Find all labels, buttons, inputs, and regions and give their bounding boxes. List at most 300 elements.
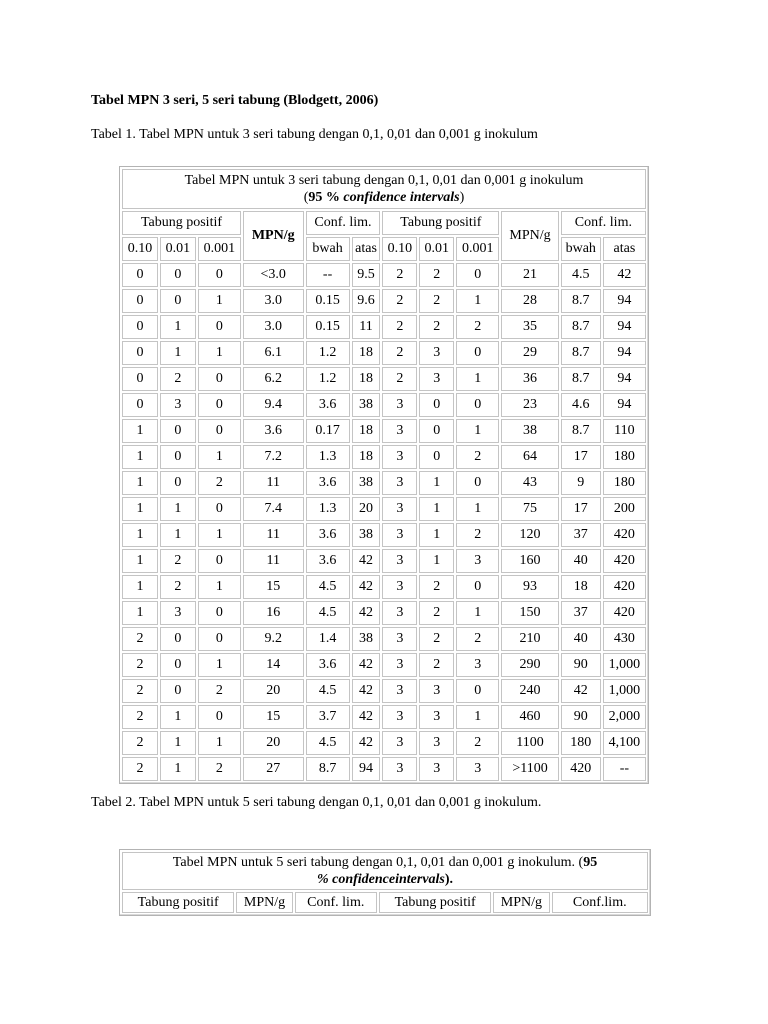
cell-tube-0-01: 2 — [160, 575, 196, 599]
table1-header-row-1 — [122, 211, 646, 235]
cell-mpn: 3.6 — [243, 419, 304, 443]
cell-tube-0-10-right: 3 — [382, 601, 417, 625]
table1-title-line1: Tabel MPN untuk 3 seri tabung dengan 0,1, 0,01 dan 0,001 g inokulum — [184, 173, 584, 188]
cell-tube-0-001: 0 — [198, 705, 241, 729]
cell-mpn-right: 120 — [501, 523, 558, 547]
header-tabung-positif-left: Tabung positif — [122, 211, 241, 235]
mpn-5-tube-table — [119, 849, 651, 916]
cell-mpn: 27 — [243, 757, 304, 781]
cell-tube-0-10-right: 3 — [382, 575, 417, 599]
cell-conf-lower-right: 90 — [561, 705, 601, 729]
cell-mpn: 3.0 — [243, 289, 304, 313]
cell-tube-0-01: 0 — [160, 263, 196, 287]
cell-tube-0-01-right: 1 — [419, 523, 454, 547]
table-row — [122, 341, 646, 365]
table-row — [122, 627, 646, 651]
cell-mpn-right: 35 — [501, 315, 558, 339]
cell-mpn-right: 36 — [501, 367, 558, 391]
cell-tube-0-10-right: 3 — [382, 497, 417, 521]
cell-tube-0-001-right: 1 — [456, 419, 499, 443]
cell-tube-0-10: 2 — [122, 679, 158, 703]
cell-conf-upper-right: 1,000 — [603, 653, 646, 677]
cell-tube-0-01-right: 0 — [419, 445, 454, 469]
cell-conf-upper: 42 — [352, 653, 381, 677]
cell-conf-lower: 0.15 — [306, 289, 350, 313]
cell-tube-0-01: 1 — [160, 757, 196, 781]
cell-tube-0-01: 0 — [160, 419, 196, 443]
table-row — [122, 497, 646, 521]
cell-tube-0-01: 1 — [160, 315, 196, 339]
table2-title-row — [122, 852, 648, 890]
cell-mpn-right: 64 — [501, 445, 558, 469]
cell-tube-0-01-right: 3 — [419, 367, 454, 391]
cell-tube-0-01-right: 2 — [419, 263, 454, 287]
table1-title-row — [122, 169, 646, 209]
cell-tube-0-001-right: 1 — [456, 601, 499, 625]
cell-conf-upper-right: 2,000 — [603, 705, 646, 729]
cell-mpn: 6.2 — [243, 367, 304, 391]
cell-mpn: 14 — [243, 653, 304, 677]
cell-conf-lower: 0.15 — [306, 315, 350, 339]
cell-conf-upper: 94 — [352, 757, 381, 781]
cell-conf-upper-right: 420 — [603, 549, 646, 573]
cell-conf-upper-right: 420 — [603, 601, 646, 625]
cell-conf-upper: 18 — [352, 419, 381, 443]
cell-conf-lower-right: 42 — [561, 679, 601, 703]
t2-header-conf-lim-right: Conf.lim. — [552, 892, 648, 913]
cell-tube-0-001-right: 0 — [456, 263, 499, 287]
cell-conf-upper-right: 180 — [603, 471, 646, 495]
table-row — [122, 393, 646, 417]
cell-conf-lower-right: 8.7 — [561, 315, 601, 339]
cell-tube-0-01: 3 — [160, 393, 196, 417]
cell-tube-0-01: 0 — [160, 627, 196, 651]
cell-tube-0-10-right: 3 — [382, 679, 417, 703]
header-atas-right: atas — [603, 237, 646, 261]
table1-caption: Tabel 1. Tabel MPN untuk 3 seri tabung dengan 0,1, 0,01 dan 0,001 g inokulum — [91, 127, 538, 142]
cell-conf-lower: 3.6 — [306, 549, 350, 573]
cell-tube-0-001: 0 — [198, 315, 241, 339]
cell-conf-lower-right: 17 — [561, 497, 601, 521]
mpn-3-tube-table — [119, 166, 649, 784]
cell-conf-lower: 3.7 — [306, 705, 350, 729]
cell-tube-0-10: 0 — [122, 393, 158, 417]
cell-tube-0-10-right: 2 — [382, 367, 417, 391]
cell-conf-upper-right: 1,000 — [603, 679, 646, 703]
table1-header-row-2 — [122, 237, 646, 261]
cell-mpn-right: 150 — [501, 601, 558, 625]
cell-conf-upper-right: 94 — [603, 367, 646, 391]
cell-tube-0-001: 0 — [198, 497, 241, 521]
cell-tube-0-001: 0 — [198, 393, 241, 417]
table-row — [122, 601, 646, 625]
header-col-0-001-right: 0.001 — [456, 237, 499, 261]
cell-conf-upper: 42 — [352, 601, 381, 625]
cell-tube-0-01: 0 — [160, 653, 196, 677]
cell-tube-0-01: 1 — [160, 341, 196, 365]
header-mpn-left: MPN/g — [243, 211, 304, 261]
cell-mpn: 11 — [243, 471, 304, 495]
cell-mpn: 7.4 — [243, 497, 304, 521]
cell-tube-0-01-right: 1 — [419, 497, 454, 521]
table-row — [122, 575, 646, 599]
t2-header-conf-lim-left: Conf. lim. — [295, 892, 377, 913]
cell-tube-0-01-right: 1 — [419, 549, 454, 573]
cell-conf-lower-right: 37 — [561, 523, 601, 547]
cell-mpn-right: 93 — [501, 575, 558, 599]
cell-mpn: 20 — [243, 679, 304, 703]
cell-conf-upper: 18 — [352, 445, 381, 469]
cell-tube-0-01: 1 — [160, 523, 196, 547]
cell-tube-0-01: 2 — [160, 549, 196, 573]
cell-tube-0-001-right: 2 — [456, 731, 499, 755]
table-row — [122, 679, 646, 703]
cell-mpn-right: 460 — [501, 705, 558, 729]
header-conf-lim-right: Conf. lim. — [561, 211, 646, 235]
cell-tube-0-001: 2 — [198, 757, 241, 781]
table-row — [122, 445, 646, 469]
cell-tube-0-001-right: 0 — [456, 341, 499, 365]
cell-conf-lower-right: 40 — [561, 627, 601, 651]
cell-tube-0-10: 1 — [122, 497, 158, 521]
table2-title-confidence: % confidenceintervals — [316, 872, 445, 887]
cell-mpn-right: 29 — [501, 341, 558, 365]
cell-conf-upper-right: 420 — [603, 523, 646, 547]
cell-conf-upper-right: 42 — [603, 263, 646, 287]
cell-conf-lower-right: 40 — [561, 549, 601, 573]
cell-mpn: 11 — [243, 523, 304, 547]
cell-conf-upper: 18 — [352, 341, 381, 365]
cell-tube-0-01: 3 — [160, 601, 196, 625]
cell-conf-lower: 8.7 — [306, 757, 350, 781]
cell-tube-0-001: 0 — [198, 627, 241, 651]
cell-mpn-right: 1100 — [501, 731, 558, 755]
cell-tube-0-01-right: 2 — [419, 289, 454, 313]
cell-conf-upper: 38 — [352, 393, 381, 417]
header-col-0-001: 0.001 — [198, 237, 241, 261]
cell-tube-0-01: 1 — [160, 731, 196, 755]
cell-conf-lower-right: 4.5 — [561, 263, 601, 287]
table2-title — [122, 852, 648, 890]
cell-tube-0-001: 1 — [198, 445, 241, 469]
cell-tube-0-10: 2 — [122, 653, 158, 677]
cell-mpn: 16 — [243, 601, 304, 625]
header-col-0-01: 0.01 — [160, 237, 196, 261]
cell-tube-0-001-right: 2 — [456, 315, 499, 339]
table-row — [122, 705, 646, 729]
cell-conf-lower-right: 420 — [561, 757, 601, 781]
cell-conf-upper-right: 94 — [603, 289, 646, 313]
cell-mpn: 7.2 — [243, 445, 304, 469]
cell-tube-0-10-right: 3 — [382, 445, 417, 469]
cell-tube-0-01-right: 3 — [419, 757, 454, 781]
cell-tube-0-001-right: 0 — [456, 471, 499, 495]
cell-mpn: 6.1 — [243, 341, 304, 365]
cell-tube-0-10: 0 — [122, 289, 158, 313]
header-mpn-right: MPN/g — [501, 211, 558, 261]
cell-tube-0-001-right: 1 — [456, 705, 499, 729]
t2-header-mpn-left: MPN/g — [236, 892, 292, 913]
cell-conf-upper-right: 94 — [603, 393, 646, 417]
cell-mpn: 15 — [243, 705, 304, 729]
table1-title-confidence: confidence intervals — [343, 190, 460, 205]
cell-conf-upper: 20 — [352, 497, 381, 521]
cell-tube-0-10: 1 — [122, 601, 158, 625]
cell-tube-0-10-right: 3 — [382, 419, 417, 443]
cell-tube-0-01: 1 — [160, 705, 196, 729]
cell-conf-upper: 42 — [352, 679, 381, 703]
table-row — [122, 471, 646, 495]
cell-tube-0-10: 1 — [122, 523, 158, 547]
cell-tube-0-001: 1 — [198, 523, 241, 547]
cell-tube-0-10: 2 — [122, 705, 158, 729]
cell-tube-0-01-right: 1 — [419, 471, 454, 495]
cell-tube-0-10-right: 3 — [382, 705, 417, 729]
cell-conf-upper: 9.6 — [352, 289, 381, 313]
cell-tube-0-001-right: 2 — [456, 445, 499, 469]
cell-tube-0-01: 1 — [160, 497, 196, 521]
cell-tube-0-10: 1 — [122, 575, 158, 599]
cell-tube-0-10: 0 — [122, 263, 158, 287]
cell-conf-lower: 1.4 — [306, 627, 350, 651]
cell-tube-0-10-right: 3 — [382, 523, 417, 547]
cell-tube-0-01-right: 2 — [419, 653, 454, 677]
cell-conf-upper: 42 — [352, 705, 381, 729]
cell-conf-upper-right: 420 — [603, 575, 646, 599]
table-row — [122, 419, 646, 443]
cell-conf-lower-right: 8.7 — [561, 419, 601, 443]
t2-header-mpn-right: MPN/g — [493, 892, 549, 913]
cell-conf-upper: 18 — [352, 367, 381, 391]
cell-conf-lower-right: 9 — [561, 471, 601, 495]
cell-conf-upper: 42 — [352, 575, 381, 599]
cell-tube-0-001: 1 — [198, 575, 241, 599]
header-bwah: bwah — [306, 237, 350, 261]
document-heading: Tabel MPN 3 seri, 5 seri tabung (Blodgett, 2006) — [91, 93, 379, 108]
table-row — [122, 549, 646, 573]
cell-mpn: 15 — [243, 575, 304, 599]
t2-header-tabung-positif-left: Tabung positif — [122, 892, 234, 913]
cell-tube-0-01-right: 2 — [419, 575, 454, 599]
cell-tube-0-001: 2 — [198, 471, 241, 495]
table2-title-close: ). — [444, 872, 454, 887]
cell-conf-upper: 38 — [352, 523, 381, 547]
cell-conf-lower: 1.2 — [306, 367, 350, 391]
cell-mpn-right: 38 — [501, 419, 558, 443]
table2-caption: Tabel 2. Tabel MPN untuk 5 seri tabung dengan 0,1, 0,01 dan 0,001 g inokulum. — [91, 795, 542, 810]
cell-mpn-right: 240 — [501, 679, 558, 703]
cell-conf-lower-right: 8.7 — [561, 289, 601, 313]
cell-tube-0-001: 0 — [198, 419, 241, 443]
cell-tube-0-10-right: 3 — [382, 471, 417, 495]
cell-tube-0-01-right: 3 — [419, 341, 454, 365]
cell-mpn: 9.4 — [243, 393, 304, 417]
cell-tube-0-01-right: 2 — [419, 601, 454, 625]
cell-conf-lower-right: 37 — [561, 601, 601, 625]
table2-title-bold: 95 — [583, 855, 598, 870]
cell-tube-0-10: 2 — [122, 757, 158, 781]
cell-tube-0-01: 0 — [160, 289, 196, 313]
cell-tube-0-01-right: 2 — [419, 315, 454, 339]
cell-mpn-right: 160 — [501, 549, 558, 573]
cell-tube-0-01: 2 — [160, 367, 196, 391]
cell-tube-0-001-right: 1 — [456, 497, 499, 521]
header-conf-lim-left: Conf. lim. — [306, 211, 381, 235]
cell-tube-0-10: 0 — [122, 341, 158, 365]
cell-conf-upper-right: 110 — [603, 419, 646, 443]
cell-mpn-right: 290 — [501, 653, 558, 677]
header-col-0-10: 0.10 — [122, 237, 158, 261]
cell-tube-0-01-right: 3 — [419, 731, 454, 755]
cell-tube-0-001-right: 0 — [456, 679, 499, 703]
cell-mpn: 9.2 — [243, 627, 304, 651]
cell-conf-lower-right: 90 — [561, 653, 601, 677]
cell-mpn-right: >1100 — [501, 757, 558, 781]
table-row — [122, 731, 646, 755]
cell-tube-0-01: 0 — [160, 679, 196, 703]
cell-conf-lower: 1.3 — [306, 497, 350, 521]
table-row — [122, 315, 646, 339]
cell-tube-0-001: 0 — [198, 549, 241, 573]
cell-mpn-right: 210 — [501, 627, 558, 651]
cell-conf-lower-right: 4.6 — [561, 393, 601, 417]
cell-conf-lower-right: 8.7 — [561, 367, 601, 391]
cell-mpn-right: 23 — [501, 393, 558, 417]
table-row — [122, 653, 646, 677]
cell-conf-upper-right: 4,100 — [603, 731, 646, 755]
cell-tube-0-001: 0 — [198, 367, 241, 391]
cell-mpn-right: 43 — [501, 471, 558, 495]
cell-tube-0-10-right: 2 — [382, 263, 417, 287]
cell-conf-upper: 38 — [352, 471, 381, 495]
cell-conf-upper-right: 94 — [603, 315, 646, 339]
cell-conf-upper: 42 — [352, 731, 381, 755]
cell-mpn: 20 — [243, 731, 304, 755]
cell-conf-lower-right: 17 — [561, 445, 601, 469]
cell-conf-upper-right: 180 — [603, 445, 646, 469]
cell-conf-upper: 42 — [352, 549, 381, 573]
table1-title — [122, 169, 646, 209]
cell-tube-0-01-right: 3 — [419, 679, 454, 703]
cell-tube-0-001: 1 — [198, 341, 241, 365]
header-col-0-01-right: 0.01 — [419, 237, 454, 261]
cell-tube-0-001: 1 — [198, 731, 241, 755]
cell-conf-upper-right: 94 — [603, 341, 646, 365]
cell-tube-0-001-right: 1 — [456, 367, 499, 391]
table1-title-close: ) — [459, 190, 465, 205]
cell-conf-lower: 3.6 — [306, 471, 350, 495]
cell-tube-0-01-right: 0 — [419, 393, 454, 417]
cell-mpn: 11 — [243, 549, 304, 573]
cell-mpn: <3.0 — [243, 263, 304, 287]
cell-conf-lower: 3.6 — [306, 393, 350, 417]
table2-header-row — [122, 892, 648, 913]
cell-tube-0-10: 2 — [122, 731, 158, 755]
cell-conf-lower: 4.5 — [306, 601, 350, 625]
cell-tube-0-01: 0 — [160, 445, 196, 469]
cell-tube-0-001: 0 — [198, 601, 241, 625]
table-row — [122, 289, 646, 313]
cell-tube-0-10: 1 — [122, 419, 158, 443]
cell-tube-0-001: 0 — [198, 263, 241, 287]
table1-title-bold: 95 % — [308, 190, 344, 205]
cell-tube-0-001-right: 0 — [456, 575, 499, 599]
cell-tube-0-001: 1 — [198, 653, 241, 677]
table2-title-text: Tabel MPN untuk 5 seri tabung dengan 0,1, 0,01 dan 0,001 g inokulum. ( — [172, 855, 584, 870]
cell-tube-0-10: 1 — [122, 549, 158, 573]
cell-tube-0-001-right: 2 — [456, 523, 499, 547]
cell-conf-lower: 4.5 — [306, 731, 350, 755]
cell-conf-lower-right: 18 — [561, 575, 601, 599]
cell-tube-0-10: 1 — [122, 445, 158, 469]
table-row — [122, 757, 646, 781]
cell-tube-0-10-right: 2 — [382, 289, 417, 313]
cell-mpn-right: 28 — [501, 289, 558, 313]
cell-tube-0-001-right: 1 — [456, 289, 499, 313]
cell-conf-lower: 1.2 — [306, 341, 350, 365]
cell-conf-lower: 4.5 — [306, 575, 350, 599]
cell-mpn-right: 75 — [501, 497, 558, 521]
header-col-0-10-right: 0.10 — [382, 237, 417, 261]
cell-tube-0-001-right: 3 — [456, 757, 499, 781]
cell-tube-0-10-right: 3 — [382, 731, 417, 755]
cell-tube-0-001: 2 — [198, 679, 241, 703]
cell-tube-0-10-right: 3 — [382, 549, 417, 573]
cell-conf-lower: 3.6 — [306, 653, 350, 677]
cell-tube-0-10: 2 — [122, 627, 158, 651]
cell-tube-0-10: 0 — [122, 315, 158, 339]
cell-tube-0-10-right: 2 — [382, 341, 417, 365]
cell-conf-lower: 3.6 — [306, 523, 350, 547]
header-atas: atas — [352, 237, 381, 261]
cell-conf-lower-right: 8.7 — [561, 341, 601, 365]
table-row — [122, 367, 646, 391]
cell-tube-0-001: 1 — [198, 289, 241, 313]
cell-conf-upper: 11 — [352, 315, 381, 339]
cell-conf-lower: 0.17 — [306, 419, 350, 443]
table1-title-open: ( — [303, 190, 309, 205]
cell-conf-lower-right: 180 — [561, 731, 601, 755]
cell-tube-0-10-right: 3 — [382, 757, 417, 781]
cell-tube-0-10-right: 3 — [382, 627, 417, 651]
cell-mpn-right: 21 — [501, 263, 558, 287]
cell-tube-0-10-right: 2 — [382, 315, 417, 339]
table-row — [122, 263, 646, 287]
cell-tube-0-01-right: 0 — [419, 419, 454, 443]
cell-tube-0-001-right: 3 — [456, 653, 499, 677]
cell-conf-upper-right: 200 — [603, 497, 646, 521]
header-tabung-positif-right: Tabung positif — [382, 211, 499, 235]
cell-conf-lower: 4.5 — [306, 679, 350, 703]
cell-tube-0-001-right: 0 — [456, 393, 499, 417]
cell-tube-0-10: 1 — [122, 471, 158, 495]
cell-tube-0-001-right: 2 — [456, 627, 499, 651]
cell-conf-upper-right: -- — [603, 757, 646, 781]
t2-header-tabung-positif-right: Tabung positif — [379, 892, 491, 913]
cell-tube-0-001-right: 3 — [456, 549, 499, 573]
cell-tube-0-01-right: 2 — [419, 627, 454, 651]
cell-mpn: 3.0 — [243, 315, 304, 339]
cell-tube-0-10-right: 3 — [382, 393, 417, 417]
header-bwah-right: bwah — [561, 237, 601, 261]
cell-conf-upper-right: 430 — [603, 627, 646, 651]
cell-conf-upper: 38 — [352, 627, 381, 651]
cell-tube-0-10-right: 3 — [382, 653, 417, 677]
cell-conf-lower: 1.3 — [306, 445, 350, 469]
table-row — [122, 523, 646, 547]
cell-tube-0-10: 0 — [122, 367, 158, 391]
cell-tube-0-01: 0 — [160, 471, 196, 495]
